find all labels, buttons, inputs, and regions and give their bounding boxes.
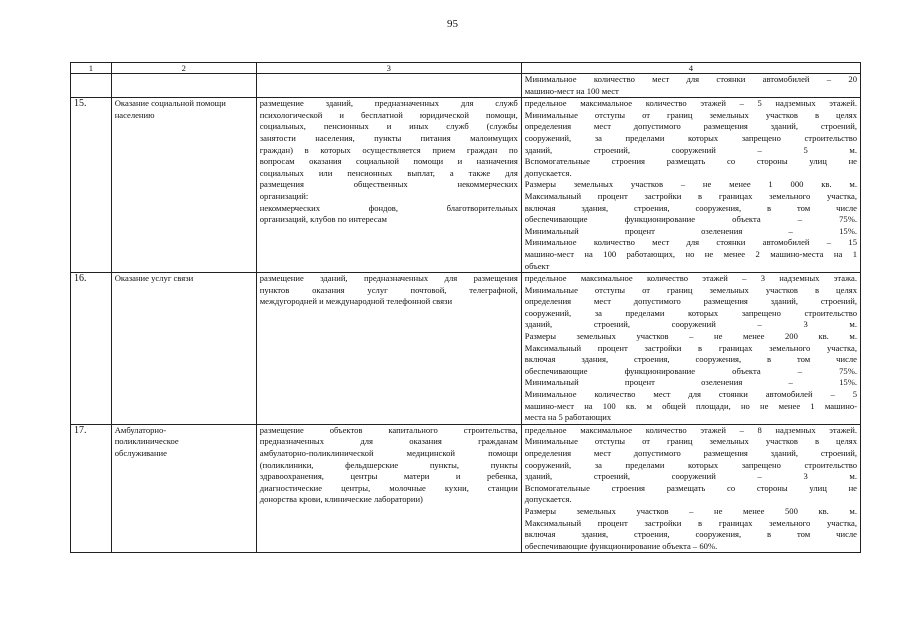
building-parameters-line: Размеры земельных участков – не менее 500 кв. м. (524, 505, 857, 516)
building-parameters-line: определения мест допустимого размещения зданий, строений, (524, 448, 857, 458)
building-parameters-line: включая здания, строения, сооружения, в том числе (524, 202, 857, 213)
building-parameters-line: Минимальные отступы от границ земельных участков в целях (524, 109, 857, 120)
use-description-line: размещение зданий, предназначенных для служб (259, 98, 518, 109)
building-parameters-line: сооружений, за пределами которых запрещено строительство (524, 132, 857, 143)
building-parameters-line: обеспечивающие функционирование объекта – 75%. (524, 214, 857, 225)
building-parameters-line: машино-мест на 100 работающих, но не менее 2 машино-места на 1 (524, 248, 857, 259)
building-parameters-line: допускается. (524, 167, 572, 178)
use-description-line: размещения общественных некоммерческих (259, 179, 518, 190)
use-type-name-line: населению (114, 109, 155, 120)
continuation-line: машино-мест на 100 мест (524, 85, 619, 96)
use-type-name-line: Амбулаторно- (114, 424, 167, 435)
building-parameters-line: машино-мест на 100 кв. м общей площади, но не менее 1 машино- (524, 400, 857, 411)
use-description-line: социальных, пенсионных и иных служб (службы (259, 121, 518, 132)
table-row (71, 424, 861, 553)
use-description-line: (поликлиники, фельдшерские пункты, пункты (259, 459, 518, 470)
header-col-2: 2 (111, 63, 256, 74)
use-description-line: размещение зданий, предназначенных для размещения (259, 273, 518, 284)
header-col-3: 3 (256, 63, 521, 74)
page-number: 95 (447, 18, 458, 30)
building-parameters-line: объект (524, 260, 550, 271)
use-description-line: психологической и бесплатной юридической помощи, (259, 109, 518, 120)
continuation-row (71, 74, 861, 98)
building-parameters-line: обеспечивающие функционирование объекта – 75%. (524, 365, 857, 376)
building-parameters-line: Максимальный процент застройки в границах земельного участка, (524, 342, 857, 353)
building-parameters-line: Максимальный процент застройки в границах земельного участка, (524, 517, 857, 528)
building-parameters-line: зданий, строений, сооружений – 3 м. (524, 471, 857, 482)
building-parameters-line: Минимальные отступы от границ земельных участков в целях (524, 436, 857, 447)
use-description-line: социальных или пенсионных выплат, а также для (259, 167, 518, 178)
use-description-line: граждан) в которых осуществляется прием граждан по (259, 144, 518, 155)
building-parameters-line: предельное максимальное количество этажей – 5 надземных этажей. (524, 98, 857, 109)
use-description-line: амбулаторно-поликлинической медицинской помощи (259, 448, 518, 458)
table-row (71, 98, 861, 273)
building-parameters-line: зданий, строений, сооружений – 5 м. (524, 144, 857, 155)
use-description-line: пунктов оказания услуг почтовой, телеграфной, (259, 284, 518, 295)
building-parameters-line: Вспомогательные строения размещать со стороны улиц не (524, 482, 857, 493)
use-description (256, 98, 521, 273)
use-description-line: здравоохранения, центры матери и ребенка, (259, 471, 518, 482)
use-description-line: донорства крови, клинические лаборатории) (259, 494, 423, 505)
continuation-params (521, 74, 860, 98)
building-parameters-line: Вспомогательные строения размещать со стороны улиц не (524, 156, 857, 167)
building-parameters-line: обеспечивающие функционирование объекта – 60%. (524, 540, 718, 551)
building-parameters (521, 424, 860, 553)
building-parameters-line: Минимальное количество мест для стоянки автомобилей – 15 (524, 237, 857, 248)
building-parameters-line: Размеры земельных участков – не менее 1 000 кв. м. (524, 179, 857, 190)
building-parameters-line: определения мест допустимого размещения зданий, строений, (524, 296, 857, 307)
building-parameters-line: включая здания, строения, сооружения, в том числе (524, 529, 857, 540)
use-type-name-line: обслуживание (114, 448, 167, 458)
building-parameters-line: Размеры земельных участков – не менее 200 кв. м. (524, 331, 857, 342)
use-type-name (111, 273, 256, 425)
building-parameters-line: места на 5 работающих (524, 412, 612, 423)
column-number-header (71, 63, 861, 74)
use-description-line: занятости населения, пункты питания малоимущих (259, 132, 518, 143)
building-parameters-line: предельное максимальное количество этажей – 8 надземных этажей. (524, 424, 857, 435)
building-parameters-line: Минимальное количество мест для стоянки автомобилей – 5 (524, 389, 857, 400)
use-description-line: междугородней и международной телефонной связи (259, 296, 453, 307)
building-parameters-line: Максимальный процент застройки в границах земельного участка, (524, 190, 857, 201)
building-parameters-line: Минимальный процент озеленения – 15%. (524, 225, 857, 236)
continuation-line: Минимальное количество мест для стоянки автомобилей – 20 (524, 74, 857, 84)
row-number: 15. (71, 98, 112, 273)
use-description (256, 424, 521, 553)
use-type-name-line: Оказание социальной помощи (114, 98, 226, 109)
building-parameters-line: сооружений, за пределами которых запрещено строительство (524, 459, 857, 470)
building-parameters-line: сооружений, за пределами которых запрещено строительство (524, 307, 857, 318)
use-type-name (111, 98, 256, 273)
use-description-line: вопросам оказания социальной помощи и назначения (259, 156, 518, 167)
use-description (256, 273, 521, 425)
building-parameters-line: Минимальный процент озеленения – 15%. (524, 377, 857, 388)
header-col-1: 1 (71, 63, 112, 74)
building-parameters-line: включая здания, строения, сооружения, в том числе (524, 354, 857, 365)
use-description-line: организаций: (259, 190, 309, 201)
building-parameters-line: допускается. (524, 494, 572, 505)
land-use-table (70, 62, 861, 553)
building-parameters-line: определения мест допустимого размещения зданий, строений, (524, 121, 857, 132)
building-parameters (521, 273, 860, 425)
building-parameters-line: зданий, строений, сооружений – 3 м. (524, 319, 857, 330)
use-type-name-line: поликлиническое (114, 436, 179, 447)
row-number: 17. (71, 424, 112, 553)
use-description-line: размещение объектов капитального строительства, (259, 424, 518, 435)
use-description-line: предназначенных для оказания гражданам (259, 436, 518, 447)
building-parameters-line: Минимальные отступы от границ земельных участков в целях (524, 284, 857, 295)
header-col-4: 4 (521, 63, 860, 74)
building-parameters (521, 98, 860, 273)
use-description-line: диагностические центры, молочные кухни, станции (259, 482, 518, 493)
use-description-line: организаций, клубов по интересам (259, 214, 388, 225)
building-parameters-line: предельное максимальное количество этажей – 3 надземных этажа. (524, 273, 857, 284)
use-type-name-line: Оказание услуг связи (114, 273, 194, 284)
use-type-name (111, 424, 256, 553)
table-row (71, 273, 861, 425)
use-description-line: некоммерческих фондов, благотворительных (259, 202, 518, 213)
row-number: 16. (71, 273, 112, 425)
